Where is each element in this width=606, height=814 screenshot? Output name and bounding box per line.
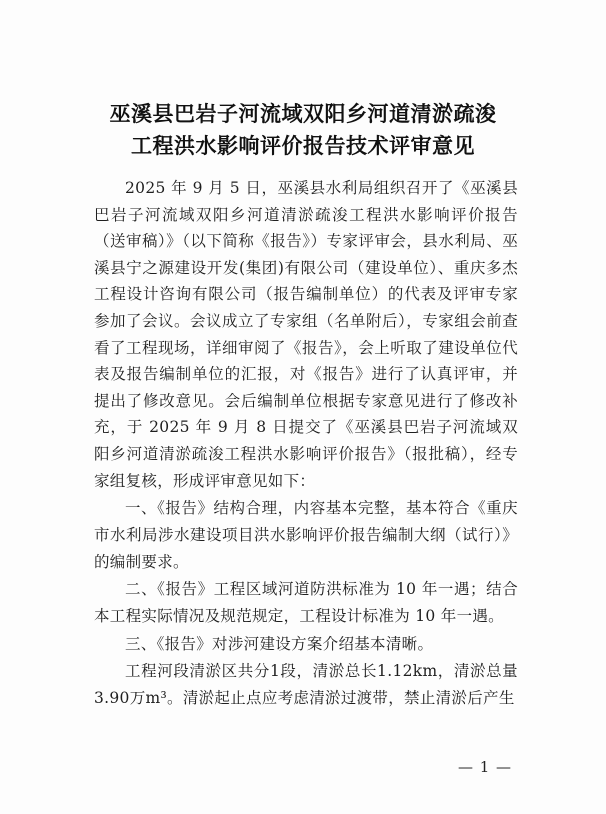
paragraph-dredging-details: 工程河段清淤区共分1段，清淤总长1.12km，清淤总量3.90万m³。清淤起止点应考虑清淤过渡带，禁止清淤后产生 <box>94 662 518 708</box>
paragraph-intro: 2025 年 9 月 5 日，巫溪县水利局组织召开了《巫溪县巴岩子河流域双阳乡河道清淤疏浚工程洪水影响评价报告（送审稿）》（以下简称《报告》）专家评审会，县水利局、巫溪县宁之源建设开发(集团)有限公司（建设单位）、重庆多杰工程设计咨询有限公司（报告编制单位）的代表及评审专家参加了会议。会议成立了专家组（名单附后），专家组会前查看了工程现场，详细审阅了《报告》，会上听取了建设单位代表及报告编制单位的汇报，对《报告》进行了认真评审，并提出了修改意见。会后编制单位根据专家意见进行了修改补充，于 2025 年 9 月 8 日提交了《巫溪县巴岩子河流域双阳乡河道清淤疏浚工程洪水影响评价报告》（报批稿），经专家组复核，形成评审意见如下： <box>94 179 518 490</box>
document-body <box>94 175 518 713</box>
document-title-line-2: 工程洪水影响评价报告技术评审意见 <box>131 133 475 158</box>
page-number: — 1 — <box>457 758 513 776</box>
document-title-line-1: 巫溪县巴岩子河流域双阳乡河道清淤疏浚 <box>109 101 497 126</box>
paragraph-opinion-2: 二、《报告》工程区域河道防洪标准为 10 年一遇；结合本工程实际情况及规范规定，工程设计标准为 10 年一遇。 <box>94 580 518 625</box>
paragraph-opinion-3: 三、《报告》对涉河建设方案介绍基本清晰。 <box>125 634 434 653</box>
paragraph-opinion-1: 一、《报告》结构合理，内容基本完整，基本符合《重庆市水利局涉水建设项目洪水影响评价报告编制大纲（试行）》的编制要求。 <box>94 499 518 571</box>
